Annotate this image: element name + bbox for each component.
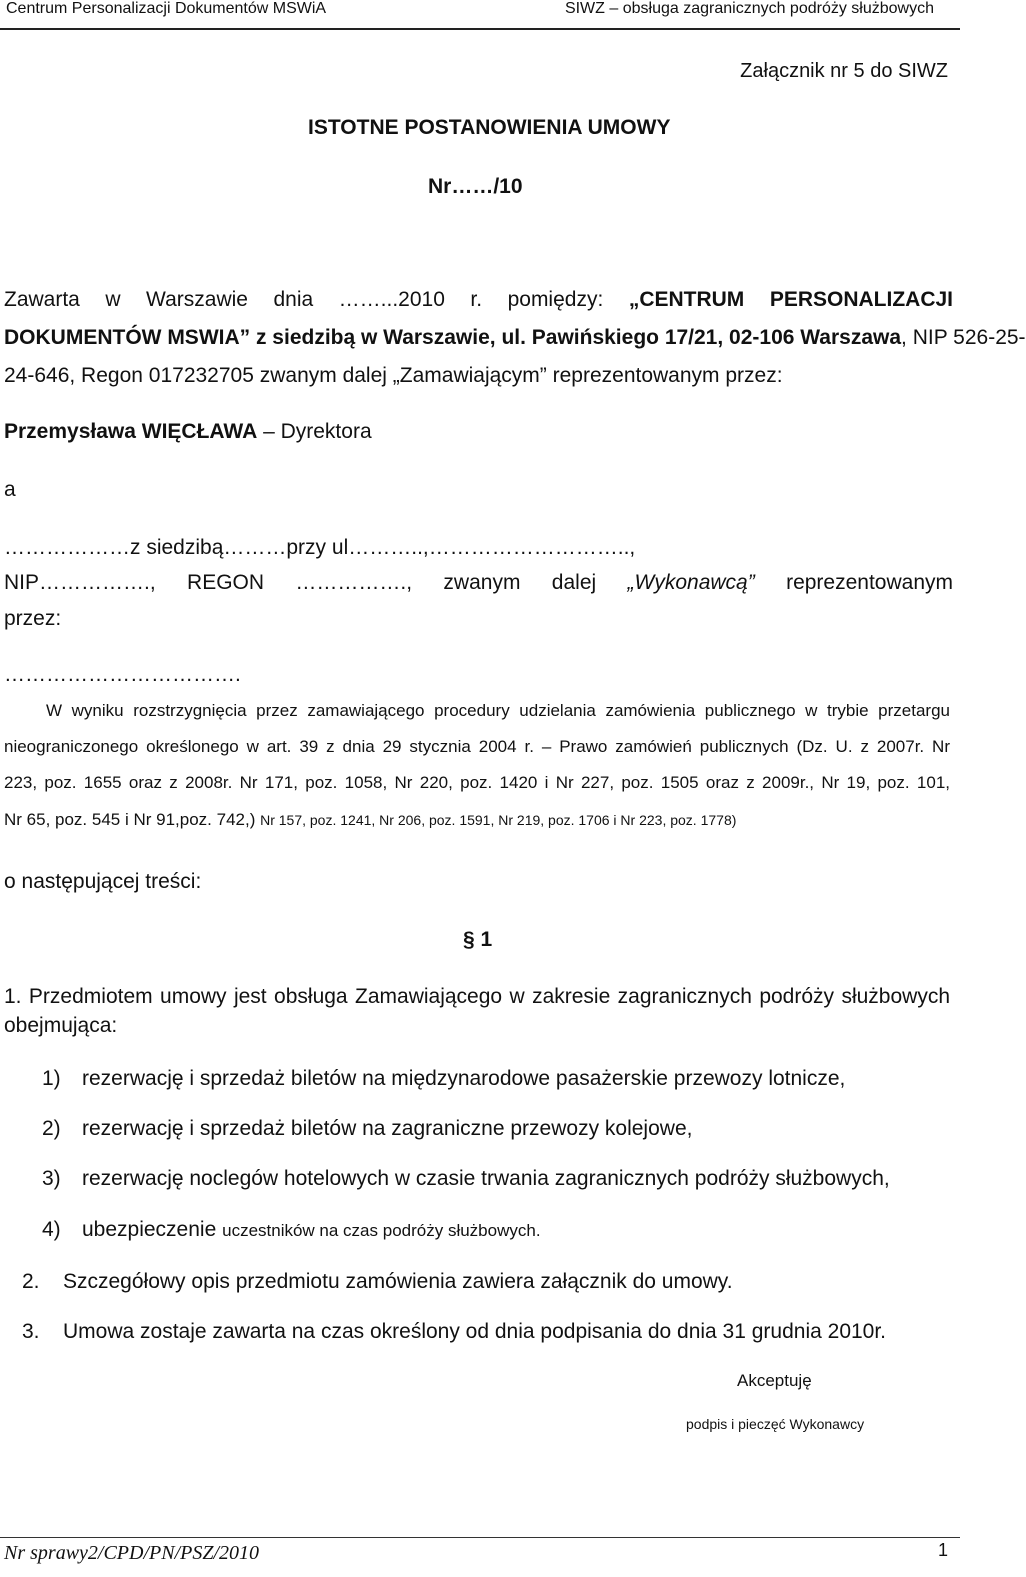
procedure-line-1: W wyniku rozstrzygnięcia przez zamawiającego procedury udzielania zamówienia publicznego w trybie przetargu bbox=[46, 701, 950, 720]
contractor-line-3: przez: bbox=[4, 607, 62, 630]
contractor-represented: reprezentowanym bbox=[754, 571, 953, 594]
subitem-4-text-main: ubezpieczenie bbox=[82, 1218, 223, 1241]
header-left: Centrum Personalizacji Dokumentów MSWiA bbox=[6, 0, 327, 17]
intro-date-text: Zawarta w Warszawie dnia ……...2010 r. pomiędzy: bbox=[4, 288, 629, 311]
subitem-4-number: 4) bbox=[42, 1218, 61, 1241]
procedure-line-2: nieograniczonego określonego w art. 39 z dnia 29 stycznia 2004 r. – Prawo zamówień publicznych (Dz. U. z 2007r. Nr bbox=[4, 737, 950, 756]
item-2-text: Szczegółowy opis przedmiotu zamówienia zawiera załącznik do umowy. bbox=[63, 1270, 733, 1293]
subitem-4-text bbox=[82, 1218, 541, 1242]
procedure-line-3: 223, poz. 1655 oraz z 2008r. Nr 171, poz. 1058, Nr 220, poz. 1420 i Nr 227, poz. 1505 oraz z 2009r., Nr 19, poz. 101, bbox=[4, 773, 950, 792]
conjunction-a: a bbox=[4, 478, 16, 501]
intro-party-name: „CENTRUM PERSONALIZACJI bbox=[628, 288, 953, 311]
subitem-4-text-small: uczestników na czas podróży służbowych. bbox=[222, 1221, 541, 1240]
item-2-number: 2. bbox=[22, 1270, 40, 1293]
document-title: ISTOTNE POSTANOWIENIA UMOWY bbox=[308, 116, 671, 139]
subitem-1-text: rezerwację i sprzedaż biletów na międzynarodowe pasażerskie przewozy lotnicze, bbox=[82, 1067, 846, 1090]
representative-role: – Dyrektora bbox=[257, 420, 372, 443]
item-3-number: 3. bbox=[22, 1320, 40, 1343]
intro-line-1 bbox=[4, 288, 953, 312]
intro-line-2 bbox=[4, 326, 1026, 350]
contractor-line-4: ……………………………. bbox=[4, 663, 241, 686]
accept-label: Akceptuję bbox=[737, 1371, 812, 1390]
subitem-3-text: rezerwację noclegów hotelowych w czasie trwania zagranicznych podróży służbowych, bbox=[82, 1167, 890, 1190]
footer-case-number: Nr sprawy2/CPD/PN/PSZ/2010 bbox=[4, 1542, 260, 1564]
page-number: 1 bbox=[937, 1540, 948, 1560]
contractor-nip-regon: NIP……………., REGON ……………., zwanym dalej bbox=[4, 571, 628, 594]
intro-party-address: DOKUMENTÓW MSWIA” z siedzibą w Warszawie, ul. Pawińskiego 17/21, 02-106 Warszawa bbox=[4, 326, 902, 349]
intro-nip: , NIP 526-25- bbox=[901, 326, 1026, 349]
contractor-name: „Wykonawcą” bbox=[627, 571, 755, 594]
header-right: SIWZ – obsługa zagranicznych podróży służbowych bbox=[564, 0, 934, 17]
intro-line-3: 24-646, Regon 017232705 zwanym dalej „Zamawiającym” reprezentowanym przez: bbox=[4, 364, 783, 387]
intro-representative bbox=[4, 420, 372, 444]
subitem-3-number: 3) bbox=[42, 1167, 61, 1190]
following-text: o następującej treści: bbox=[4, 870, 202, 893]
representative-name: Przemysława WIĘCŁAWA bbox=[4, 420, 258, 443]
header-divider bbox=[0, 28, 960, 30]
footer-divider bbox=[0, 1537, 960, 1538]
item-1-line-1: 1. Przedmiotem umowy jest obsługa Zamawiającego w zakresie zagranicznych podróży służbowych bbox=[4, 985, 950, 1008]
procedure-ref-b: Nr 157, poz. 1241, Nr 206, poz. 1591, Nr 219, poz. 1706 i Nr 223, poz. 1778) bbox=[260, 812, 737, 828]
subitem-2-text: rezerwację i sprzedaż biletów na zagraniczne przewozy kolejowe, bbox=[82, 1117, 693, 1140]
subitem-2-number: 2) bbox=[42, 1117, 61, 1140]
signature-label: podpis i pieczęć Wykonawcy bbox=[686, 1416, 865, 1432]
section-heading: § 1 bbox=[463, 928, 493, 951]
procedure-ref-a: Nr 65, poz. 545 i Nr 91,poz. 742,) bbox=[4, 810, 261, 829]
procedure-line-4 bbox=[4, 810, 736, 830]
contractor-line-1: ………………z siedzibą………przy ul………..,……………………….., bbox=[4, 536, 636, 559]
subitem-1-number: 1) bbox=[42, 1067, 61, 1090]
attachment-label: Załącznik nr 5 do SIWZ bbox=[740, 60, 948, 82]
item-1-line-2: obejmująca: bbox=[4, 1014, 118, 1037]
contractor-line-2 bbox=[4, 571, 953, 595]
item-3-text: Umowa zostaje zawarta na czas określony od dnia podpisania do dnia 31 grudnia 2010r. bbox=[63, 1320, 887, 1343]
contract-number: Nr……/10 bbox=[428, 175, 523, 198]
